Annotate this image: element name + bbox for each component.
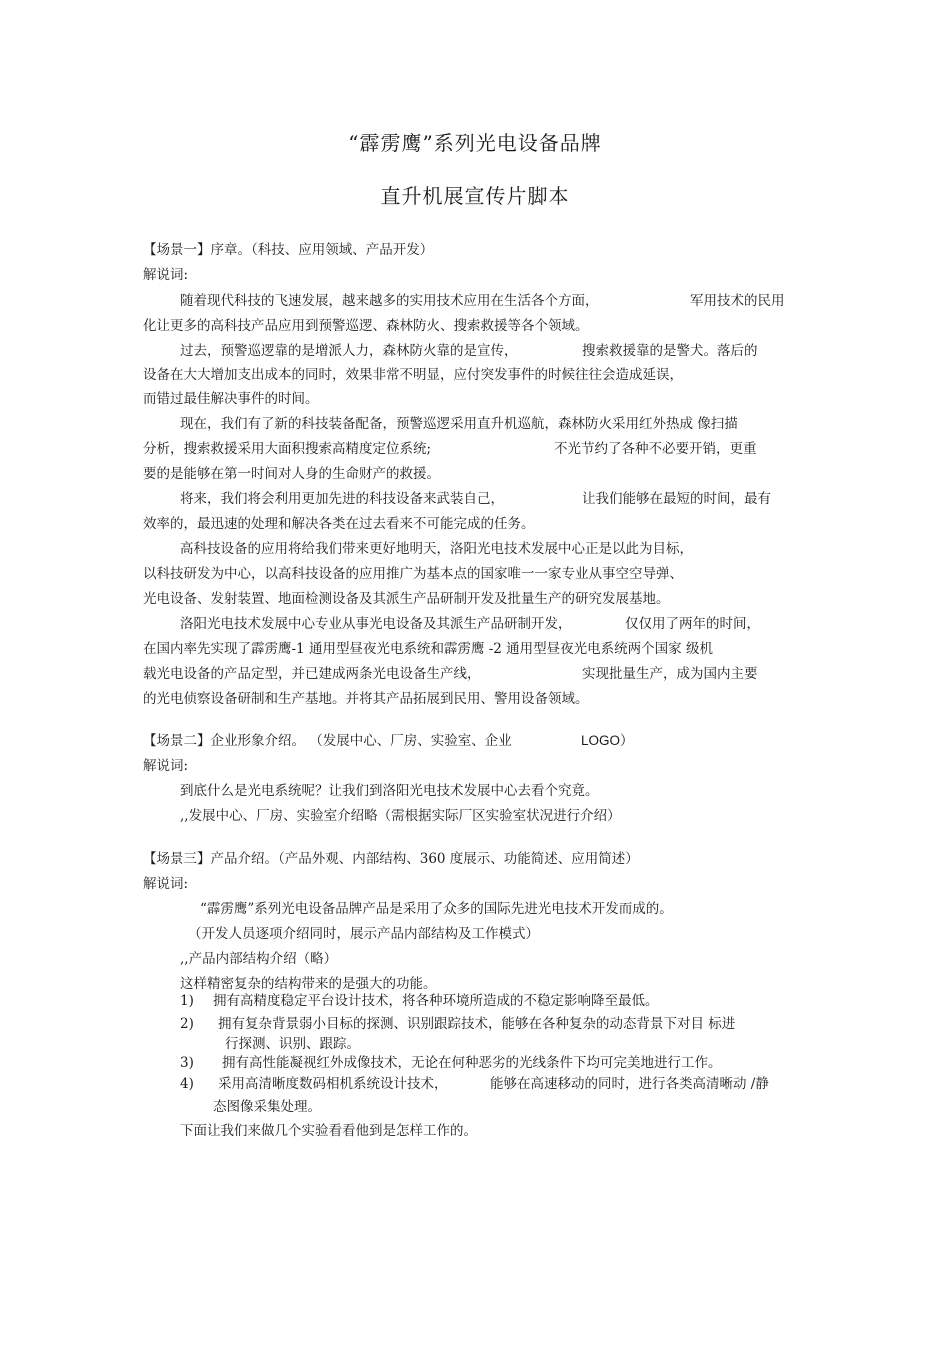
- paragraph-line: 光电设备、发射装置、地面检测设备及其派生产品研制开发及批量生产的研究发展基地。: [143, 591, 670, 607]
- paragraph-line: 洛阳光电技术发展中心专业从事光电设备及其派生产品研制开发，: [180, 616, 572, 632]
- paragraph-line: 不光节约了各种不必要开销，更重: [554, 441, 757, 457]
- paragraph-line: ,,产品内部结构介绍（略）: [180, 951, 338, 967]
- list-item-continuation: 行探测、识别、跟踪。: [225, 1036, 360, 1052]
- paragraph-line: 随着现代科技的飞速发展，越来越多的实用技术应用在生活各个方面，: [180, 293, 599, 309]
- paragraph-line: 而错过最佳解决事件的时间。: [143, 391, 319, 407]
- list-number: 1): [180, 993, 194, 1009]
- list-number: 2): [180, 1016, 194, 1032]
- paragraph-line: 以科技研发为中心，以高科技设备的应用推广为基本点的国家唯一一家专业从事空空导弹、: [143, 566, 683, 582]
- paragraph-line: 到底什么是光电系统呢？让我们到洛阳光电技术发展中心去看个究竟。: [180, 783, 599, 799]
- paragraph-line: 高科技设备的应用将给我们带来更好地明天，洛阳光电技术发展中心正是以此为目标，: [180, 541, 693, 557]
- scene2-narration-label: 解说词:: [143, 758, 189, 774]
- list-item-text: 拥有高精度稳定平台设计技术，将各种环境所造成的不稳定影响降至最低。: [213, 993, 659, 1009]
- closing-line: 下面让我们来做几个实验看看他到是怎样工作的。: [180, 1123, 477, 1139]
- paragraph-line: 载光电设备的产品定型，并已建成两条光电设备生产线，: [143, 666, 481, 682]
- list-item-text: 拥有复杂背景弱小目标的探测、识别跟踪技术，能够在各种复杂的动态背景下对目 标进: [218, 1016, 736, 1032]
- paragraph-line: （开发人员逐项介绍同时，展示产品内部结构及工作模式）: [188, 926, 539, 942]
- paragraph-line: 分析，搜索救援采用大面积搜索高精度定位系统;: [143, 441, 432, 457]
- document-title: “霹雳鹰”系列光电设备品牌: [348, 131, 602, 155]
- paragraph-line: ,,发展中心、厂房、实验室介绍略（需根据实际厂区实验室状况进行介绍）: [180, 808, 621, 824]
- paragraph-line: 实现批量生产，成为国内主要: [582, 666, 758, 682]
- list-item-continuation: 态图像采集处理。: [213, 1099, 321, 1115]
- paragraph-line: 军用技术的民用: [690, 293, 785, 309]
- list-number: 4): [180, 1076, 194, 1092]
- paragraph-line: 要的是能够在第一时间对人身的生命财产的救援。: [143, 466, 440, 482]
- paragraph-line: 仅仅用了两年的时间，: [625, 616, 760, 632]
- paragraph-line: 将来，我们将会利用更加先进的科技设备来武装自己，: [180, 491, 504, 507]
- document-subtitle: 直升机展宣传片脚本: [380, 184, 570, 208]
- paragraph-line: 过去，预警巡逻靠的是增派人力，森林防火靠的是宣传，: [180, 343, 518, 359]
- list-number: 3): [180, 1055, 194, 1071]
- scene1-heading: 【场景一】序章。（科技、应用领域、产品开发）: [143, 242, 434, 258]
- paragraph-line: 让我们能够在最短的时间，最有: [582, 491, 771, 507]
- scene2-heading-logo: LOGO）: [581, 733, 634, 748]
- paragraph-line: 搜索救援靠的是警犬。落后的: [582, 343, 758, 359]
- paragraph-line: 这样精密复杂的结构带来的是强大的功能。: [180, 976, 437, 992]
- paragraph-line: “霹雳鹰”系列光电设备品牌产品是采用了众多的国际先进光电技术开发而成的。: [200, 901, 673, 917]
- scene1-narration-label: 解说词:: [143, 267, 189, 283]
- scene3-heading: 【场景三】产品介绍。（产品外观、内部结构、360 度展示、功能简述、应用简述）: [143, 851, 639, 867]
- paragraph-line: 设备在大大增加支出成本的同时，效果非常不明显，应付突发事件的时候往往会造成延误，: [143, 367, 683, 383]
- scene2-heading: 【场景二】企业形象介绍。 （发展中心、厂房、实验室、企业: [143, 733, 512, 749]
- list-item-text: 能够在高速移动的同时，进行各类高清晰动 /静: [490, 1076, 769, 1092]
- paragraph-line: 在国内率先实现了霹雳鹰-1 通用型昼夜光电系统和霹雳鹰 -2 通用型昼夜光电系统两个国家 级机: [143, 641, 713, 657]
- paragraph-line: 化让更多的高科技产品应用到预警巡逻、森林防火、搜索救援等各个领域。: [143, 318, 589, 334]
- list-item-text: 采用高清晰度数码相机系统设计技术，: [218, 1076, 448, 1092]
- paragraph-line: 现在，我们有了新的科技装备配备，预警巡逻采用直升机巡航，森林防火采用红外热成 像扫描: [180, 416, 738, 432]
- scene3-narration-label: 解说词:: [143, 876, 189, 892]
- paragraph-line: 效率的，最迅速的处理和解决各类在过去看来不可能完成的任务。: [143, 516, 535, 532]
- list-item-text: 拥有高性能凝视红外成像技术，无论在何种恶劣的光线条件下均可完美地进行工作。: [222, 1055, 722, 1071]
- paragraph-line: 的光电侦察设备研制和生产基地。并将其产品拓展到民用、警用设备领域。: [143, 691, 589, 707]
